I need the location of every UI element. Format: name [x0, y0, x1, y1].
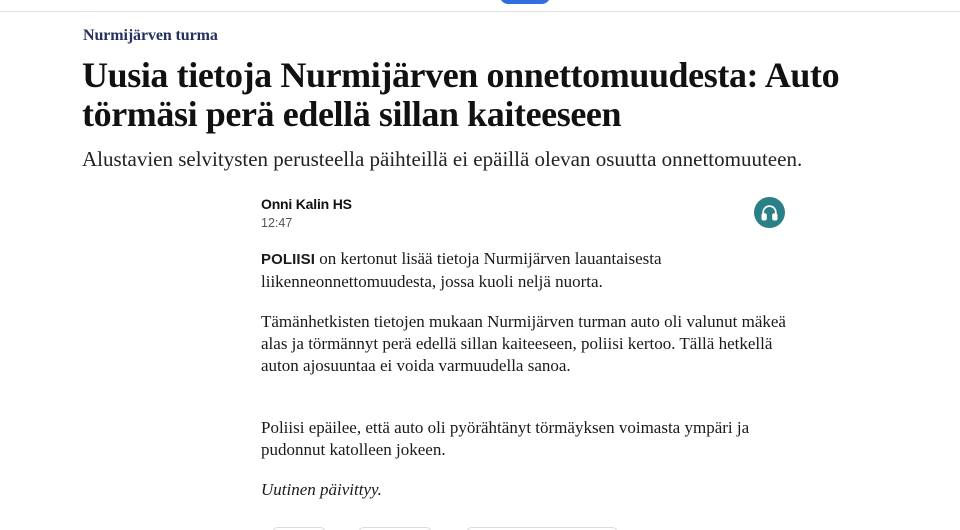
listen-button[interactable]	[754, 197, 785, 228]
paragraph-3: Poliisi epäilee, että auto oli pyörähtänyt törmäyksen voimasta ympäri ja pudonnut katolleen jokeen.	[261, 418, 750, 459]
top-nav-button[interactable]	[500, 0, 550, 4]
paragraph-1-text: on kertonut lisää tietoja Nurmijärven lauantaisesta liikenneonnettomuudesta, jossa kuoli neljä nuorta.	[261, 249, 662, 291]
paragraph-1	[261, 248, 791, 293]
paragraph-2: Tämänhetkisten tietojen mukaan Nurmijärven turman auto oli valunut mäkeä alas ja törmännyt perä edellä sillan kaiteeseen, poliisi kertoo. Tällä hetkellä auton ajosuuntaa ei voida varmuudella sanoa.	[261, 312, 786, 375]
headphones-icon	[760, 203, 779, 222]
author-name[interactable]: Onni Kalin HS	[261, 196, 352, 212]
paragraph-lead-word: POLIISI	[261, 251, 316, 268]
publish-time: 12:47	[261, 216, 293, 230]
top-divider	[0, 11, 960, 12]
category-link[interactable]: Nurmijärven turma	[83, 27, 218, 44]
article-lead: Alustavien selvitysten perusteella päihteillä ei epäillä olevan osuutta onnettomuuteen.	[82, 147, 803, 171]
article-headline: Uusia tietoja Nurmijärven onnettomuudesta: Auto törmäsi perä edellä sillan kaiteeseen	[82, 55, 840, 134]
update-note: Uutinen päivittyy.	[261, 480, 382, 499]
